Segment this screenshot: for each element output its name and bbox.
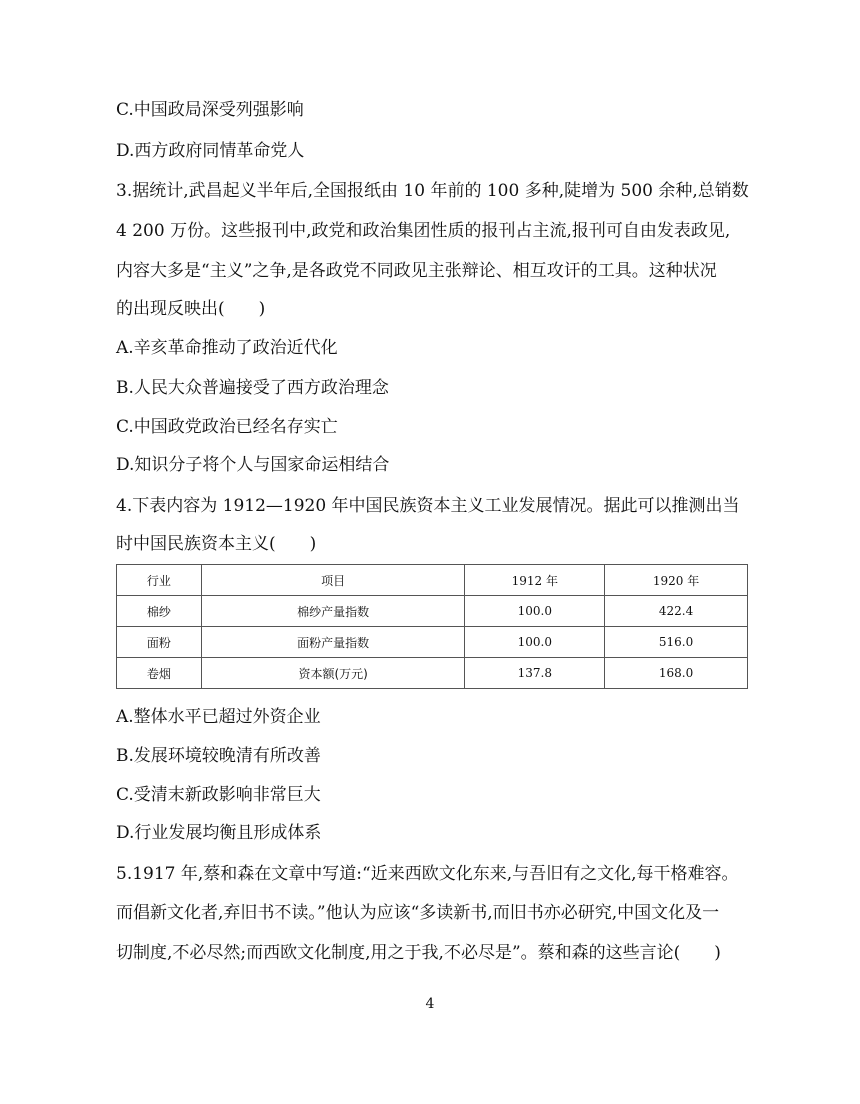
table-cell: 面粉产量指数 <box>201 627 465 658</box>
table-cell: 100.0 <box>465 627 605 658</box>
table-row <box>117 627 748 658</box>
table-cell: 面粉 <box>117 627 202 658</box>
question-3-line-3: 内容大多是“主义”之争,是各政党不同政见主张辩论、相互攻讦的工具。这种状况 <box>116 261 717 281</box>
option-c-q3: C.中国政党政治已经名存实亡 <box>116 417 338 437</box>
option-d-q4: D.行业发展均衡且形成体系 <box>116 823 322 843</box>
table-header-cell: 行业 <box>117 565 202 596</box>
question-3-line-1: 3.据统计,武昌起义半年后,全国报纸由 10 年前的 100 多种,陡增为 500 余种,总销数 <box>116 181 749 201</box>
table-header-cell: 项目 <box>201 565 465 596</box>
industry-table <box>116 564 748 689</box>
option-a-q4: A.整体水平已超过外资企业 <box>116 707 321 727</box>
table-cell: 137.8 <box>465 658 605 689</box>
table-cell: 100.0 <box>465 596 605 627</box>
option-b-q3: B.人民大众普遍接受了西方政治理念 <box>116 378 389 398</box>
table-cell: 资本额(万元) <box>201 658 465 689</box>
table-cell: 棉纱产量指数 <box>201 596 465 627</box>
option-a-q3: A.辛亥革命推动了政治近代化 <box>116 338 338 358</box>
question-5-line-1: 5.1917 年,蔡和森在文章中写道:“近来西欧文化东来,与吾旧有之文化,每干格难容。 <box>116 864 739 884</box>
question-3-line-4: 的出现反映出( ) <box>116 299 266 319</box>
question-4-line-2: 时中国民族资本主义( ) <box>116 534 317 554</box>
option-d-q3: D.知识分子将个人与国家命运相结合 <box>116 455 390 475</box>
question-5-line-2: 而倡新文化者,弃旧书不读。”他认为应该“多读新书,而旧书亦必研究,中国文化及一 <box>116 903 720 923</box>
option-c-q4: C.受清末新政影响非常巨大 <box>116 785 321 805</box>
table-header-cell: 1920 年 <box>605 565 748 596</box>
option-b-q4: B.发展环境较晚清有所改善 <box>116 746 321 766</box>
table-header-row <box>117 565 748 596</box>
table-cell: 422.4 <box>605 596 748 627</box>
table-row <box>117 658 748 689</box>
table-cell: 卷烟 <box>117 658 202 689</box>
table-header-cell: 1912 年 <box>465 565 605 596</box>
table-row <box>117 596 748 627</box>
option-c-q2: C.中国政局深受列强影响 <box>116 100 304 120</box>
table-cell: 棉纱 <box>117 596 202 627</box>
question-3-line-2: 4 200 万份。这些报刊中,政党和政治集团性质的报刊占主流,报刊可自由发表政见, <box>116 221 731 241</box>
table-cell: 516.0 <box>605 627 748 658</box>
option-d-q2: D.西方政府同情革命党人 <box>116 141 305 161</box>
table-cell: 168.0 <box>605 658 748 689</box>
question-4-line-1: 4.下表内容为 1912—1920 年中国民族资本主义工业发展情况。据此可以推测出当 <box>116 496 740 516</box>
page-number: 4 <box>425 996 435 1012</box>
question-5-line-3: 切制度,不必尽然;而西欧文化制度,用之于我,不必尽是”。蔡和森的这些言论( ) <box>116 943 721 963</box>
